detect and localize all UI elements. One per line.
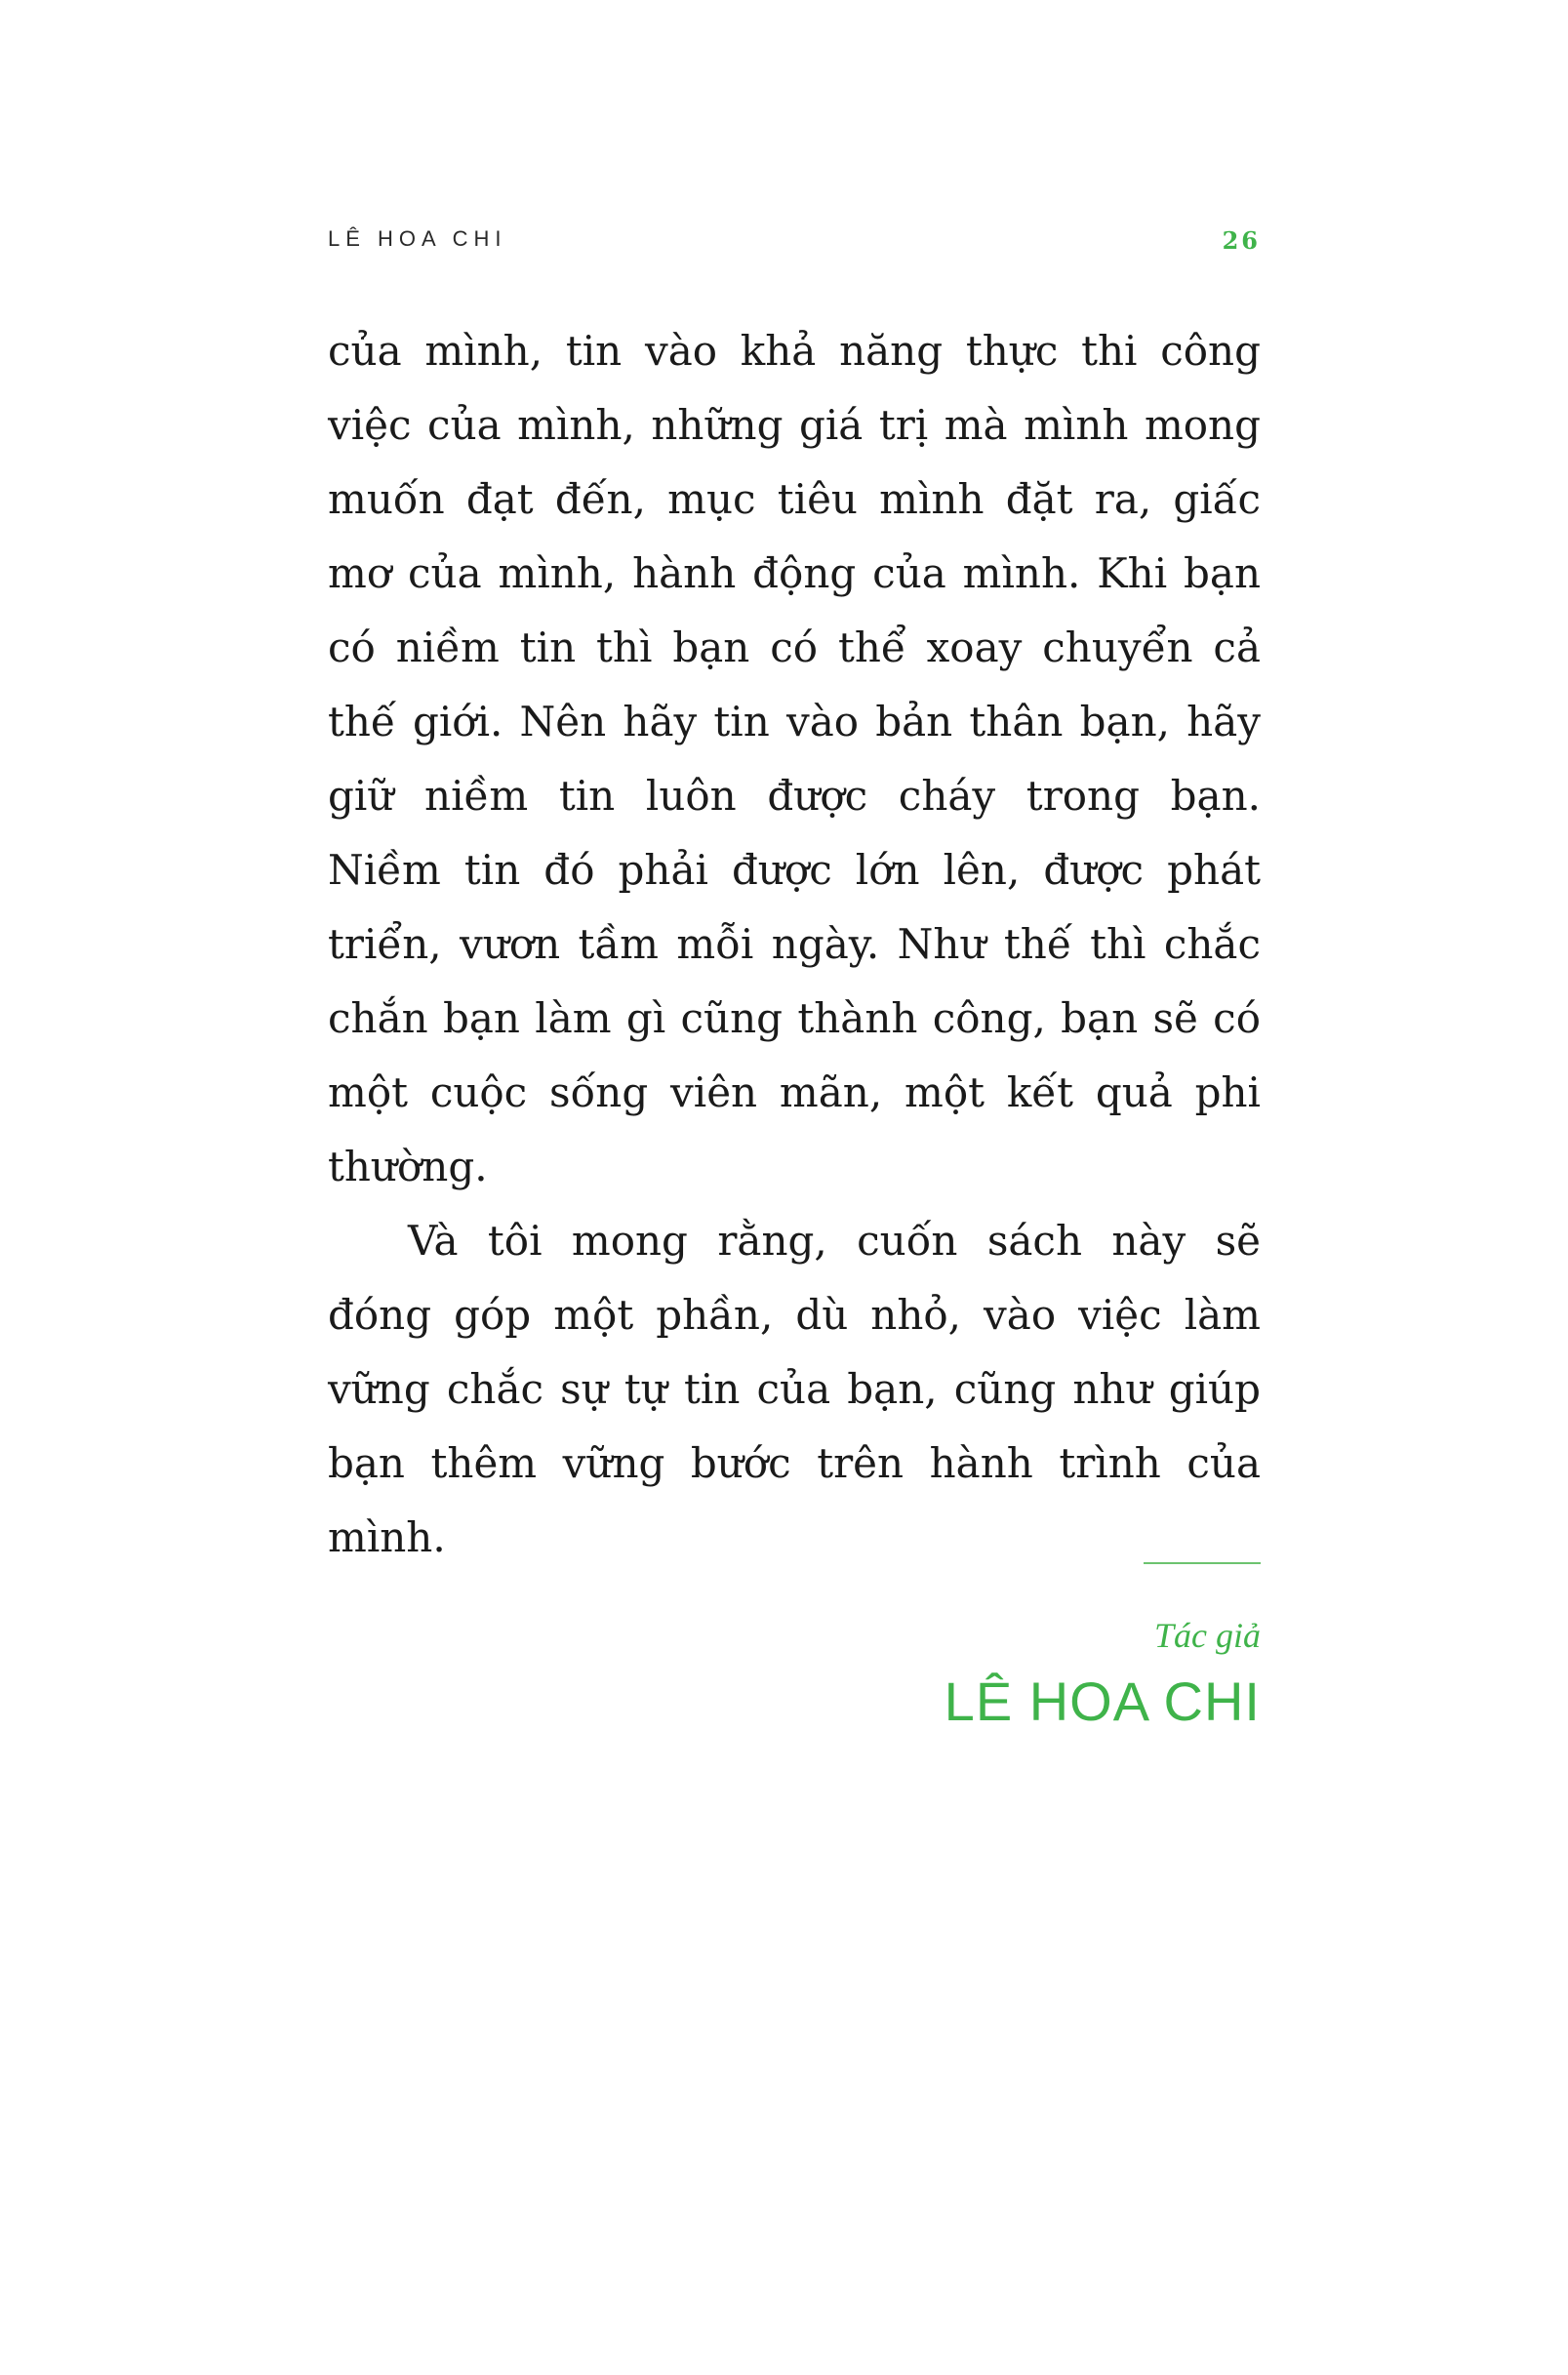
page-number: 26 (1222, 226, 1261, 255)
signature-divider (1144, 1562, 1261, 1564)
paragraph-continuation: của mình, tin vào khả năng thực thi công việc của mình, những giá trị mà mình mong muốn đạt đến, mục tiêu mình đặt ra, giấc mơ của mình, hành động của mình. Khi bạn có niềm tin thì bạn có thể xoay chuyển cả thế giới. Nên hãy tin vào bản thân bạn, hãy giữ niềm tin luôn được cháy trong bạn. Niềm tin đó phải được lớn lên, được phát triển, vươn tầm mỗi ngày. Như thế thì chắc chắn bạn làm gì cũng thành công, bạn sẽ có một cuộc sống viên mãn, một kết quả phi thường. (328, 327, 1261, 1190)
body-text (328, 314, 1261, 1575)
running-header (328, 226, 1261, 265)
signature-author-name: LÊ HOA CHI (944, 1671, 1261, 1732)
running-header-author: LÊ HOA CHI (328, 226, 507, 251)
signature-label: Tác giả (1153, 1616, 1261, 1655)
paragraph-closing: Và tôi mong rằng, cuốn sách này sẽ đóng góp một phần, dù nhỏ, vào việc làm vững chắc sự tự tin của bạn, cũng như giúp bạn thêm vững bước trên hành trình của mình. (328, 1217, 1261, 1561)
